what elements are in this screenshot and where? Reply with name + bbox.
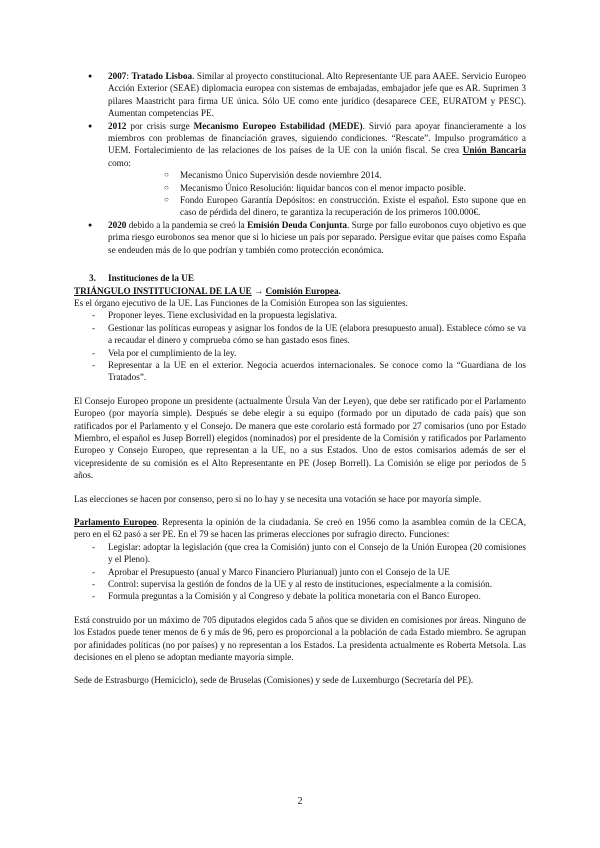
sublist-item: ○ Mecanismo Único Resolución: liquidar bancos con el menor impacto posible. <box>108 182 526 194</box>
bullet-2012 <box>74 120 526 219</box>
bullet-year: 2012 <box>108 120 127 131</box>
list-item: - Gestionar las políticas europeas y asignar los fondos de la UE (elabora presupuesto anual). Establece cómo se va a recaudar el dinero y comprueba cómo se han gastado esos fines. <box>74 322 526 347</box>
bullet-year: 2020 <box>108 219 127 230</box>
list-item: - Control: supervisa la gestión de fondos de la UE y al resto de instituciones, especialmente a la comisión. <box>74 578 526 590</box>
bullet-separator: : <box>126 71 132 81</box>
bullet-text: . Surge por fallo eurobonos cuyo objetivo es que prima riesgo eurobonos sea menor que si lo hiciese un país por separado. Persigue evitar que países como España se endeuden más de lo que podrían y también como protección económica. <box>108 219 526 255</box>
bullet-pre-text: debido a la pandemia se creó la <box>126 219 248 230</box>
parlamento-text: . Representa la opinión de la ciudadanía. Se creó en 1956 como la asamblea común de la CECA, pero en el 62 pasó a ser PE. En el 79 se hacen las primeras elecciones por sufragio directo. Funciones: <box>74 517 527 540</box>
list-item: - Formula preguntas a la Comisión y al Congreso y debate la política monetaria con el Banco Europeo. <box>74 590 526 602</box>
elecciones-paragraph: Las elecciones se hacen por consenso, pero si no lo hay y se necesita una votación se hace por mayoría simple. <box>74 493 482 504</box>
list-item: - Proponer leyes. Tiene exclusividad en la propuesta legislativa. <box>74 309 526 321</box>
triangle-heading <box>74 285 526 297</box>
parlamento-functions-list <box>74 541 526 603</box>
page-content <box>74 70 526 687</box>
consejo-paragraph: El Consejo Europeo propone un presidente (actualmente Úrsula Van der Leyen), que debe ser ratificado por el Parlamento Europeo (por mayoría simple). Después se debe elegir a su equipo (formado por un diputado de cada país) que son ratificados por el Parlamento y el Consejo. De manera que este corolario está formado por 27 comisarios (uno por Estado Miembro, el español es Jusep Borrell) elegidos (nominados) por el presidente de la Comisión y ratificados por Parlamento Europeo y Consejo Europeo, que representan a la UE, no a sus Estados. Uno de estos comisarios además de ser el vicepresidente de su comisión es el Alto Representante en PE (Josep Borrell). La Comisión se elige por periodos de 5 años. <box>74 395 526 481</box>
list-item: - Aprobar el Presupuesto (anual y Marco Financiero Plurianual) junto con el Consejo de la UE <box>74 566 526 578</box>
sublist-item: ○ Fondo Europeo Garantía Depósitos: en construcción. Existe el español. Esto supone que en caso de pérdida del dinero, te garantiza la recuperación de los primeros 100.000€. <box>108 194 526 219</box>
page-number: 2 <box>297 796 303 807</box>
bullet-bold-term: Mecanismo Europeo Estabilidad (MEDE) <box>193 120 363 131</box>
section-number: 3. <box>89 273 96 284</box>
bullet-text-2: como: <box>108 157 131 168</box>
bullet-bold-term: Tratado Lisboa <box>131 71 193 81</box>
bullet-text: . Sirvió para apoyar financieramente a los miembros con problemas de financiación graves, siguiendo condiciones. “Rescate”. Impulso programático a UEM. Fortalecimiento de las relaciones de los países de la UE con la unión fiscal. Se crea <box>108 120 526 156</box>
bullet-underlined-term: Unión Bancaria <box>462 145 526 156</box>
bullet-text: . Similar al proyecto constitucional. Alto Representante UE para AAEE. Servicio Europeo Acción Exterior (SEAE) diplomacia europea con sistemas de embajadas, embajador jefe que es AR. Suprimen 3 pilares Maastricht para firma UE única. Sólo UE como ente jurídico (desaparece CEE, EURATOM y PESC). Aumentan competencias PE. <box>108 71 526 119</box>
bullet-bold-term: Emisión Deuda Conjunta <box>247 219 347 230</box>
sublist-item: ○ Mecanismo Único Supervisión desde noviembre 2014. <box>108 169 526 181</box>
history-bullet-list <box>74 70 526 256</box>
parlamento-term: Parlamento Europeo <box>74 517 157 527</box>
bullet-2020 <box>74 219 526 256</box>
bullet-2007 <box>74 70 526 120</box>
bullet-pre-text: por crisis surge <box>126 120 194 131</box>
comision-functions-list <box>74 309 526 383</box>
list-item: - Representar a la UE en el exterior. Negocia acuerdos internacionales. Se conoce como la “Guardiana de los Tratados”. <box>74 359 526 384</box>
union-bancaria-sublist <box>108 169 526 219</box>
triangle-arrow: → <box>251 285 266 296</box>
parlamento-paragraph <box>74 516 526 541</box>
section-title: Instituciones de la UE <box>108 273 195 284</box>
bullet-year: 2007 <box>108 71 127 81</box>
triangle-dot: . <box>338 285 341 296</box>
section-heading <box>74 272 526 284</box>
sedes-paragraph: Sede de Estrasburgo (Hemiciclo), sede de Bruselas (Comisiones) y sede de Luxemburgo (Secretaría del PE). <box>74 675 474 686</box>
triangle-target: Comisión Europea <box>265 285 339 296</box>
comision-intro: Es el órgano ejecutivo de la UE. Las Funciones de la Comisión Europea son las siguientes. <box>74 297 408 308</box>
composicion-paragraph: Está construido por un máximo de 705 diputados elegidos cada 5 años que se dividen en comisiones por áreas. Ninguno de los Estados puede tener menos de 6 y más de 96, pero es proporcional a la población de cada Estado miembro. Se agrupan por afinidades políticas (no por países) y no representan a los Estados. La presidenta actualmente es Roberta Metsola. Las decisiones en el pleno se adoptan mediante mayoría simple. <box>74 614 526 663</box>
triangle-label: TRIÁNGULO INSTITUCIONAL DE LA UE <box>74 285 252 296</box>
list-item: - Legislar: adoptar la legislación (que crea la Comisión) junto con el Consejo de la Unión Europea (20 comisiones y el Pleno). <box>74 541 526 566</box>
list-item: - Vela por el cumplimiento de la ley. <box>74 347 526 359</box>
